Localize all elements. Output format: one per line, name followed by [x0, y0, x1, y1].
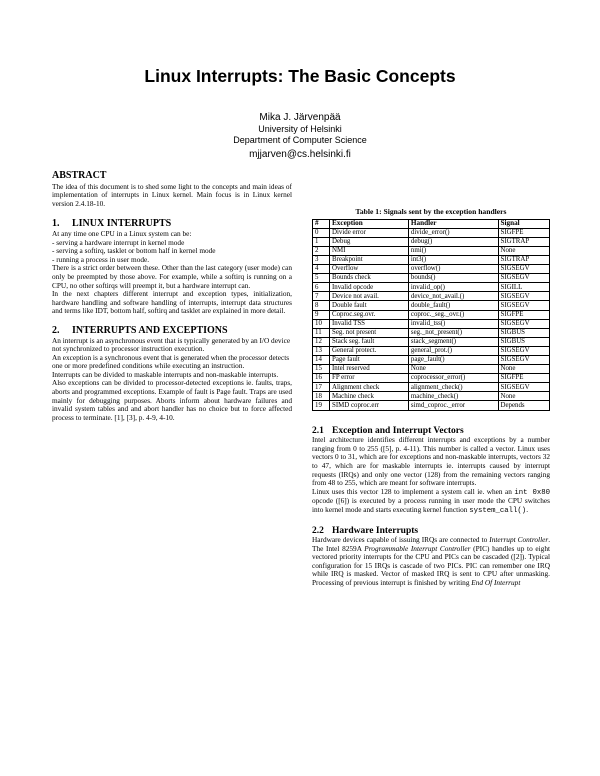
- cell-number: 2: [313, 246, 330, 255]
- exception-signals-table: [312, 219, 550, 411]
- table-row: [313, 401, 550, 410]
- cell-signal: SIGILL: [498, 283, 550, 292]
- cell-number: 3: [313, 255, 330, 264]
- cell-handler: bounds(): [408, 274, 498, 283]
- table-row: [313, 265, 550, 274]
- cell-handler: invalid_tss(): [408, 319, 498, 328]
- author-email: mjjarven@cs.helsinki.fi: [249, 148, 351, 160]
- italic-term: Programmable Interrupt Controller: [364, 543, 471, 553]
- cell-signal: None: [498, 392, 550, 401]
- table-row: [313, 274, 550, 283]
- cell-signal: SIGFPE: [498, 228, 550, 237]
- cell-handler: general_prot.(): [408, 346, 498, 355]
- cell-exception: Divide error: [330, 228, 409, 237]
- subsection-2-2-paragraph: [312, 536, 550, 588]
- author-block: [0, 112, 600, 160]
- table-row: [313, 228, 550, 237]
- cell-signal: SIGTRAP: [498, 237, 550, 246]
- cell-handler: alignment_check(): [408, 383, 498, 392]
- cell-handler: seg._not_present(): [408, 328, 498, 337]
- section-1-paragraph: In the next chapters different interrupt and exception types, initialization, hardware handling and software handling of interrupts, interrupt data structures and terms like IDT, bottom half, softirq and tasklet are explained in more detail.: [52, 289, 292, 316]
- subsection-2-2-title: Hardware Interrupts: [332, 525, 419, 536]
- cell-signal: SIGSEGV: [498, 274, 550, 283]
- text-run: .: [526, 504, 529, 514]
- cell-handler: debug(): [408, 237, 498, 246]
- cell-exception: Intel reserved: [330, 365, 409, 374]
- cell-number: 5: [313, 274, 330, 283]
- text-run: Hardware devices capable of issuing IRQs are connected to: [312, 535, 490, 545]
- cell-number: 10: [313, 319, 330, 328]
- cell-exception: Page fault: [330, 356, 409, 365]
- section-1-line: - serving a softirq, tasklet or bottom half in kernel mode: [52, 246, 216, 256]
- section-1-line: At any time one CPU in a Linux system can be:: [52, 228, 192, 238]
- table-header-cell: #: [313, 219, 330, 228]
- cell-handler: page_fault(): [408, 356, 498, 365]
- table-row: [313, 301, 550, 310]
- section-1-number: 1.: [52, 218, 60, 230]
- cell-number: 14: [313, 356, 330, 365]
- table-row: [313, 292, 550, 301]
- author-affiliation: University of Helsinki: [258, 123, 342, 134]
- code-int-0x80: int 0x80: [514, 488, 551, 497]
- cell-signal: SIGSEGV: [498, 319, 550, 328]
- cell-exception: Seg. not present: [330, 328, 409, 337]
- cell-handler: coprocessor_error(): [408, 374, 498, 383]
- cell-exception: SIMD coproc.err: [330, 401, 409, 410]
- section-2-paragraph: An exception is a synchronous event that is generated when the processor detects one or more predefined conditions while executing an instruction.: [52, 352, 290, 371]
- section-1-line: - serving a hardware interrupt in kernel mode: [52, 237, 185, 247]
- cell-number: 4: [313, 265, 330, 274]
- cell-number: 19: [313, 401, 330, 410]
- cell-exception: Double fault: [330, 301, 409, 310]
- cell-handler: int3(): [408, 255, 498, 264]
- cell-signal: SIGSEGV: [498, 292, 550, 301]
- cell-number: 15: [313, 365, 330, 374]
- left-column: [52, 172, 292, 422]
- table-row: [313, 246, 550, 255]
- cell-signal: SIGBUS: [498, 328, 550, 337]
- cell-number: 12: [313, 337, 330, 346]
- table-header-cell: Signal: [498, 219, 550, 228]
- section-2-title: INTERRUPTS AND EXCEPTIONS: [72, 324, 228, 336]
- table-row: [313, 319, 550, 328]
- section-1-title: LINUX INTERRUPTS: [72, 218, 172, 230]
- table-caption: Table 1: Signals sent by the exception handlers: [355, 207, 507, 216]
- cell-exception: Coproc.seg.ovr.: [330, 310, 409, 319]
- cell-number: 18: [313, 392, 330, 401]
- subsection-2-1-paragraph: Intel architecture identifies different interrupts and exceptions by a number ranging from 0 to 255 ([5], p. 4-11). This number is called a vector. Linux uses vectors 0 to 31, which are for exceptions and non-maskable interrupts, vectors 32 to 47, which are for maskable interrupts ie. interrupts caused by interrupt requests (IRQs) and only one vector (128) from the remaining vectors ranging from 48 to 255, which are meant for software interrupts.: [312, 435, 550, 488]
- cell-exception: Invalid opcode: [330, 283, 409, 292]
- table-header-cell: Handler: [408, 219, 498, 228]
- cell-handler: stack_segment(): [408, 337, 498, 346]
- cell-exception: FP error: [330, 374, 409, 383]
- table-row: [313, 365, 550, 374]
- table-row: [313, 374, 550, 383]
- table-row: [313, 237, 550, 246]
- section-2-number: 2.: [52, 324, 60, 336]
- section-1-line: - running a process in user mode.: [52, 254, 150, 264]
- cell-signal: Depends: [498, 401, 550, 410]
- cell-signal: SIGSEGV: [498, 301, 550, 310]
- section-1-paragraph: There is a strict order between these. Other than the last category (user mode) can only be preempted by those above. For example, while a softirq is running on a CPU, no other softirqs will preempt it, but a hardware interrupt can.: [52, 263, 292, 290]
- table-row: [313, 337, 550, 346]
- subsection-2-1-paragraph-2: [312, 488, 550, 516]
- cell-signal: SIGSEGV: [498, 346, 550, 355]
- table-header-row: [313, 219, 550, 228]
- cell-exception: NMI: [330, 246, 409, 255]
- cell-handler: divide_error(): [408, 228, 498, 237]
- table-row: [313, 310, 550, 319]
- author-department: Department of Computer Science: [233, 135, 367, 145]
- abstract-text: The idea of this document is to shed some light to the concepts and main ideas of implementation of interrupts in Linux kernel. Main focus is in Linux kernel version 2.4.18-10.: [52, 181, 292, 208]
- italic-term: End Of Interrupt: [471, 578, 521, 588]
- subsection-2-2-heading: [312, 527, 550, 536]
- italic-term: Interrupt Controller: [489, 535, 549, 545]
- cell-number: 11: [313, 328, 330, 337]
- table-row: [313, 383, 550, 392]
- cell-exception: Alignment check: [330, 383, 409, 392]
- section-1-heading: [52, 220, 292, 229]
- text-run: opcode ([6]) is executed by a process running in user mode the CPU switches into kernel mode and starts executing kernel function: [312, 496, 550, 514]
- cell-exception: Bounds check: [330, 274, 409, 283]
- cell-number: 9: [313, 310, 330, 319]
- cell-handler: machine_check(): [408, 392, 498, 401]
- code-system-call: system_call(): [469, 506, 527, 515]
- cell-exception: Overflow: [330, 265, 409, 274]
- cell-signal: SIGSEGV: [498, 383, 550, 392]
- cell-exception: Stack seg. fault: [330, 337, 409, 346]
- cell-signal: SIGTRAP: [498, 255, 550, 264]
- table-body: [313, 228, 550, 410]
- cell-number: 13: [313, 346, 330, 355]
- table-row: [313, 283, 550, 292]
- cell-exception: Machine check: [330, 392, 409, 401]
- cell-signal: None: [498, 365, 550, 374]
- right-column: [312, 208, 550, 588]
- cell-handler: device_not_avail.(): [408, 292, 498, 301]
- cell-exception: Breakpoint: [330, 255, 409, 264]
- section-2-paragraph: Interrupts can be divided to maskable interrupts and non-maskable interrupts.: [52, 369, 279, 379]
- text-run: Linux uses this vector 128 to implement a system call ie. when an: [312, 486, 515, 496]
- cell-number: 0: [313, 228, 330, 237]
- cell-handler: double_fault(): [408, 301, 498, 310]
- cell-number: 8: [313, 301, 330, 310]
- table-row: [313, 328, 550, 337]
- table-row: [313, 255, 550, 264]
- subsection-2-1-heading: [312, 427, 550, 436]
- section-2-paragraph: Also exceptions can be divided to processor-detected exceptions ie. faults, traps, aborts and programmed exceptions. Example of fault is Page fault. Traps are used mainly for debugging purposes. Aborts inform about hardware failures and invalid system tables and and abort handler has no choice but to force affected process to terminate. [1], [3], p. 4-9, 4-10.: [52, 378, 292, 422]
- cell-exception: Device not avail.: [330, 292, 409, 301]
- cell-number: 16: [313, 374, 330, 383]
- abstract-heading: ABSTRACT: [52, 170, 107, 181]
- text-run: (PIC) handles up to eight vectored priority interrupts for the CPU and PICs can be cascaded ([2]). Typical configuration for 15 IRQs is cascade of two PICs. PIC can remember one IRQ while IRQ is masked. Vector of masked IRQ is sent to CPU after unmasking. Processing of previous interrupt is finished by writing: [312, 543, 551, 588]
- table-row: [313, 346, 550, 355]
- section-2-heading: [52, 324, 292, 336]
- cell-signal: SIGSEGV: [498, 356, 550, 365]
- subsection-2-2-number: 2.2: [312, 525, 324, 536]
- table-row: [313, 356, 550, 365]
- cell-exception: Invalid TSS: [330, 319, 409, 328]
- cell-handler: coproc._seg._ovr.(): [408, 310, 498, 319]
- table-row: [313, 392, 550, 401]
- cell-signal: SIGFPE: [498, 310, 550, 319]
- cell-signal: SIGBUS: [498, 337, 550, 346]
- cell-handler: simd_coproc._error: [408, 401, 498, 410]
- cell-handler: None: [408, 365, 498, 374]
- cell-number: 17: [313, 383, 330, 392]
- subsection-2-1-title: Exception and Interrupt Vectors: [332, 425, 464, 436]
- cell-signal: SIGFPE: [498, 374, 550, 383]
- cell-handler: overflow(): [408, 265, 498, 274]
- section-2-paragraph: An interrupt is an asynchronous event that is typically generated by an I/O device not synchronized to processor instruction execution.: [52, 335, 291, 354]
- table-header-cell: Exception: [330, 219, 409, 228]
- cell-exception: General protect.: [330, 346, 409, 355]
- cell-signal: None: [498, 246, 550, 255]
- cell-number: 6: [313, 283, 330, 292]
- cell-handler: invalid_op(): [408, 283, 498, 292]
- subsection-2-1-number: 2.1: [312, 425, 324, 436]
- cell-signal: SIGSEGV: [498, 265, 550, 274]
- text-run: . The Intel 8259A: [312, 535, 551, 553]
- cell-exception: Debug: [330, 237, 409, 246]
- paper-title: Linux Interrupts: The Basic Concepts: [144, 66, 456, 86]
- author-name: Mika J. Järvenpää: [259, 112, 341, 123]
- cell-handler: nmi(): [408, 246, 498, 255]
- cell-number: 7: [313, 292, 330, 301]
- cell-number: 1: [313, 237, 330, 246]
